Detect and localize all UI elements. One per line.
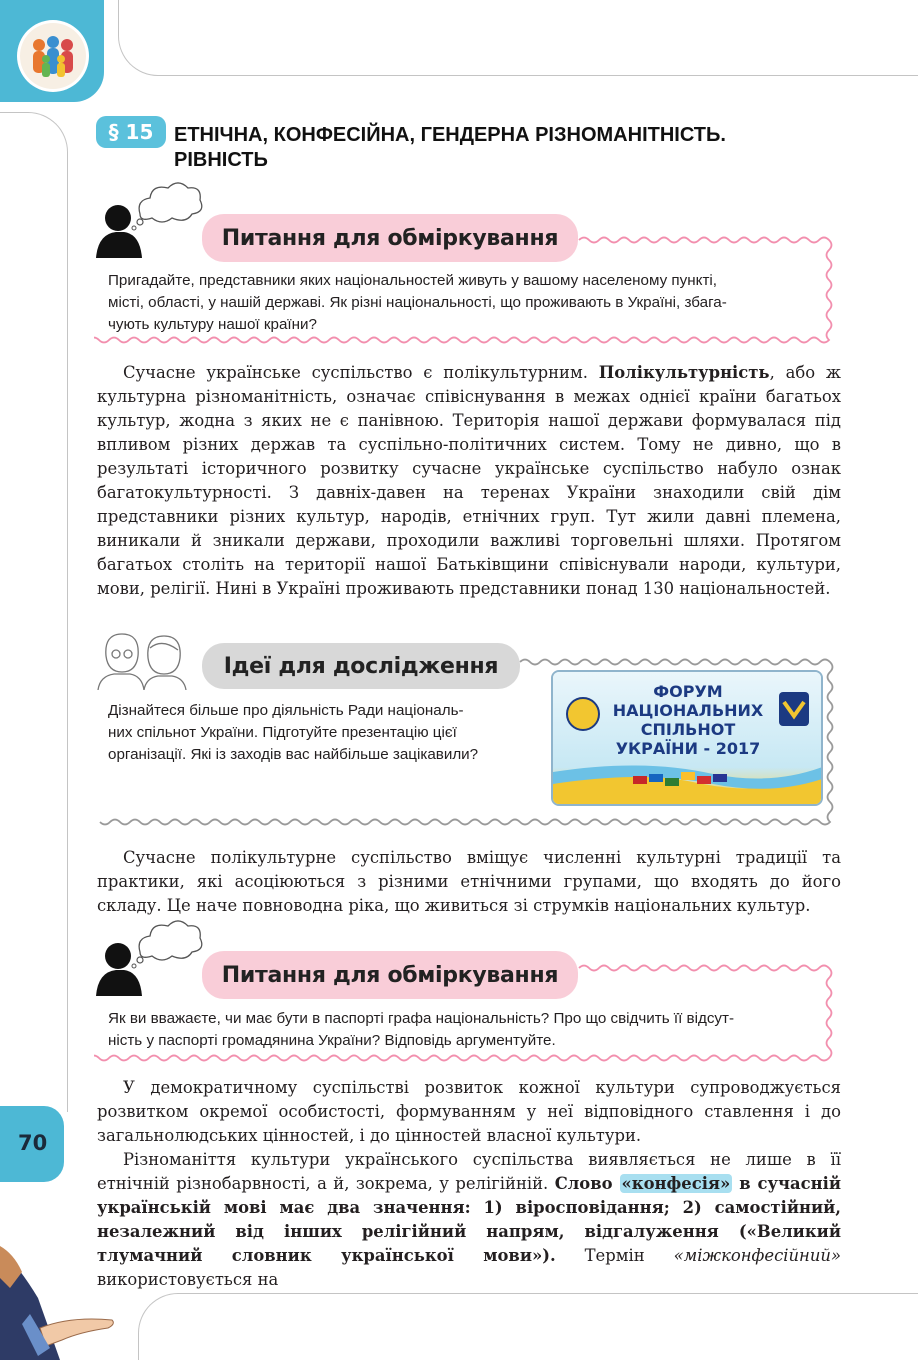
box1-heading: Питання для обміркування <box>202 214 578 262</box>
term-interconfessional: «міжконфесійний» <box>673 1246 841 1265</box>
box3-text <box>108 1008 838 1052</box>
para3-text: У демократичному суспільстві розвиток кожної культури супроводжується розвитком окремої особистості, формуванням у неї відповідного ставлення і до загальнолюдських цінностей, і до цінностей власної культури. <box>97 1078 841 1145</box>
para1-text-cont: , або ж культурна різноманітність, означає співіснування в межах однієї країни багатьох культур, жодна з яких не є панівною. Територія нашої держави формувалася під впливом різних держав та суспільно-політичних систем. Тому не дивно, що в результаті історичного розвитку сучасне українське суспільство набуло ознак багатокультурності. З давніх-давен на теренах України знаходили свій дім представники різних культур, народів, етнічних груп. Тут жили давні племена, виникали й зникали держави, проходили важливі торговельні шляхи. Протягом багатьох століть на території нашої Батьківщини співіснували народи, культури, мови, релігії. Нині в Україні проживають представники понад 130 національностей. <box>97 363 841 598</box>
para4-text-cont: Термін <box>555 1246 674 1265</box>
box2-line: них спільнот України. Підготуйте презентацію цієї <box>108 724 457 741</box>
page-number: 70 <box>18 1131 48 1155</box>
term-polyculturalism: Полікультурність <box>598 363 770 382</box>
paragraph-3 <box>97 1076 841 1148</box>
box3-line: ність у паспорті громадянина України? Відповідь аргументуйте. <box>108 1032 556 1049</box>
forum-line: УКРАЇНИ - 2017 <box>615 739 761 758</box>
box1-text <box>108 270 838 336</box>
box1-line: місті, області, у нашій державі. Як різні національності, що проживають в Україні, збага- <box>108 294 727 311</box>
box3-line: Як ви вважаєте, чи має бути в паспорті графа національність? Про що свідчить її відсут- <box>108 1010 735 1027</box>
box1-line: Пригадайте, представники яких національностей живуть у вашому населеному пункті, <box>108 272 717 289</box>
paragraph-1 <box>97 361 841 601</box>
section-title <box>174 123 814 173</box>
para4-bold-cont: в сучасній українській мові має два значення: 1) віросповідання; 2) самостійний, незалежний від інших релігійний напрям, відгалуження («Великий тлумачний словник української мови»). <box>97 1174 841 1265</box>
family-logo-icon <box>17 20 89 92</box>
term-confession: «конфесія» <box>621 1174 731 1193</box>
left-frame-line <box>0 112 68 1112</box>
box2-text <box>108 700 538 766</box>
forum-line: СПІЛЬНОТ <box>640 720 736 739</box>
box1-line: чують культуру нашої країни? <box>108 316 317 333</box>
box2-heading: Ідеї для дослідження <box>202 643 520 689</box>
section-title-line2: РІВНІСТЬ <box>174 149 268 171</box>
forum-line: ФОРУМ <box>653 682 723 701</box>
section-badge: § 15 <box>96 116 166 148</box>
paragraph-4 <box>97 1148 841 1292</box>
section-title-line1: ЕТНІЧНА, КОНФЕСІЙНА, ГЕНДЕРНА РІЗНОМАНІТНІСТЬ. <box>174 124 726 146</box>
bottom-frame-line <box>138 1293 918 1360</box>
top-frame-line <box>118 0 918 76</box>
para2-text: Сучасне полікультурне суспільство вміщує численні культурні традиції та практики, які асоціюються з різними етнічними групами, що входять до його складу. Це наче повноводна ріка, що живиться зі струмків національних культур. <box>97 848 841 915</box>
box2-line: Дізнайтеся більше про діяльність Ради національ- <box>108 702 464 719</box>
para4-text-end: використовується на <box>97 1270 279 1289</box>
para4-bold: Слово <box>554 1174 620 1193</box>
forum-line: НАЦІОНАЛЬНИХ <box>612 701 764 720</box>
paragraph-2 <box>97 846 841 918</box>
forum-poster-text <box>603 682 773 758</box>
para4-text: Різноманіття культури українського суспільства виявляється не лише в її етнічній різнобарвності, а й, зокрема, у релігійній. <box>97 1150 841 1193</box>
box2-line: організації. Які із заходів вас найбільше зацікавили? <box>108 746 479 763</box>
thought-cloud-icon <box>132 183 202 230</box>
para1-text: Сучасне українське суспільство є полікультурним. <box>123 363 599 382</box>
box3-heading: Питання для обміркування <box>202 951 578 999</box>
forum-poster-image <box>551 670 823 806</box>
